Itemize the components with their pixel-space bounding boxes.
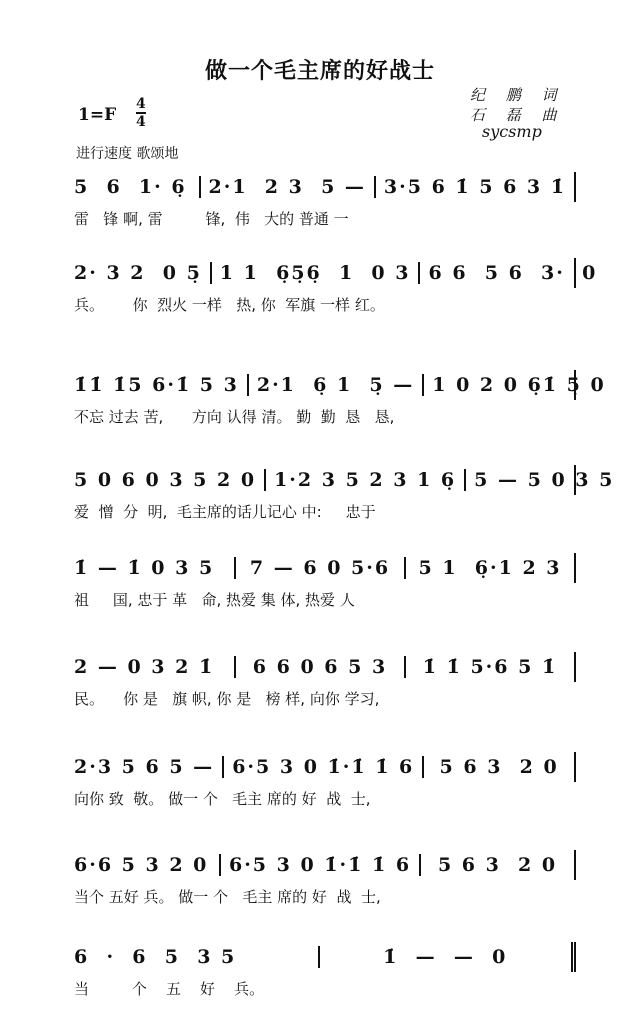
lyrics-line: 当 个 五 好 兵。 — [74, 980, 265, 998]
lyrics-line: 爱 憎 分 明, 毛主席的话儿记心 中: 忠于 — [74, 503, 376, 521]
measure: 1·2 3 5 2 3 1 6̣ — [264, 469, 464, 491]
tempo-marking: 进行速度 歌颂地 — [76, 146, 179, 162]
music-system — [74, 370, 606, 427]
lyrics-line: 祖 国, 忠于 革 命, 热爱 集 体, 热爱 人 — [74, 591, 355, 609]
music-system — [74, 172, 576, 229]
measure: 5 6 3 2 0 — [419, 854, 574, 876]
key-signature: 1=F — [78, 105, 117, 125]
lyrics-line: 向你 致 敬。 做一 个 毛主 席的 好 战 士, — [74, 790, 371, 808]
lyricist-credit: 纪 鹏 词 — [470, 86, 565, 104]
lyrics-line: 雷 锋 啊, 雷 锋, 伟 大的 普通 一 — [74, 210, 349, 228]
notes-line — [74, 370, 606, 400]
time-signature — [136, 96, 146, 130]
lyrics-line: 民。 你 是 旗 帜, 你 是 榜 样, 向你 学习, — [74, 690, 380, 708]
measure: 5 6 3 2 0 — [422, 756, 574, 778]
lyrics-line: 不忘 过去 苦, 方向 认得 清。 勤 勤 恳 恳, — [74, 408, 395, 426]
measure: 6·6 5 3 2 0 — [74, 854, 209, 876]
music-system — [74, 465, 615, 522]
measure: 7 — 6 0 5·6 — [234, 557, 404, 579]
composer-credit: 石 磊 曲 — [470, 106, 565, 124]
measure: 1̇1̇ 1̇5 6·1̇ 5 3 — [74, 374, 239, 396]
measure: 1̇ — — 0 — [318, 946, 572, 968]
lyrics-line: 兵。 你 烈火 一样 热, 你 军旗 一样 红。 — [74, 296, 385, 314]
measure: 2·1 2 3 5 — — [199, 176, 374, 198]
measure: 3·5 6 1̇ 5 6 3 1̇ — [374, 176, 574, 198]
music-system — [74, 752, 576, 809]
music-system — [74, 850, 576, 907]
measure: 1 0 2 0 6̣1̇ 5̣ 0 — [422, 374, 613, 396]
music-system — [74, 258, 598, 315]
measure: 6·5 3 0 1̇·1̇ 1̇ 6 — [219, 854, 419, 876]
notes-line — [74, 652, 576, 682]
notes-line — [74, 942, 576, 972]
measure: 6 6 0 6 5 3 — [234, 656, 404, 678]
measure: 6·5 3 0 1̇·1̇ 1̇ 6 — [222, 756, 422, 778]
notes-line — [74, 850, 576, 880]
measure: 5 — 5 0 3 5 — [464, 469, 622, 491]
measure: 2 — 0 3 2 1̇ — [74, 656, 215, 678]
music-system — [74, 942, 576, 999]
measure: 2·3 5 6 5 — — [74, 756, 215, 778]
measure: 5 0 6 0 3 5 2 0 — [74, 469, 257, 491]
music-system — [74, 553, 576, 610]
notes-line — [74, 172, 576, 202]
song-title: 做一个毛主席的好战士 — [204, 59, 435, 84]
notes-line — [74, 553, 576, 583]
measure: 5 1 6̣·1 2 3 — [404, 557, 574, 579]
measure: 6 · 6 5 3 5 — [74, 946, 237, 968]
notes-line — [74, 465, 615, 495]
measure: 2· 3 2 0 5̣ — [74, 262, 202, 284]
notes-line — [74, 258, 598, 288]
measure: 1̇ — 1̇ 0 3 5 — [74, 557, 215, 579]
measure: 5 6 1· 6̣ — [74, 176, 187, 198]
measure: 1 1 6̣5̣6̣ 1 0 3 — [210, 262, 419, 284]
measure: 6 6 5 6 3· 0 — [418, 262, 605, 284]
measure: 1̇ 1̇ 5·6 5 1̇ — [404, 656, 574, 678]
time-signature-bottom: 4 — [136, 114, 146, 130]
time-signature-top: 4 — [136, 96, 146, 112]
lyrics-line: 当个 五好 兵。 做一 个 毛主 席的 好 战 士, — [74, 888, 381, 906]
measure: 2·1 6̣ 1 5̣ — — [247, 374, 422, 396]
signature: sycsmp — [482, 122, 542, 141]
notes-line — [74, 752, 576, 782]
music-system — [74, 652, 576, 709]
